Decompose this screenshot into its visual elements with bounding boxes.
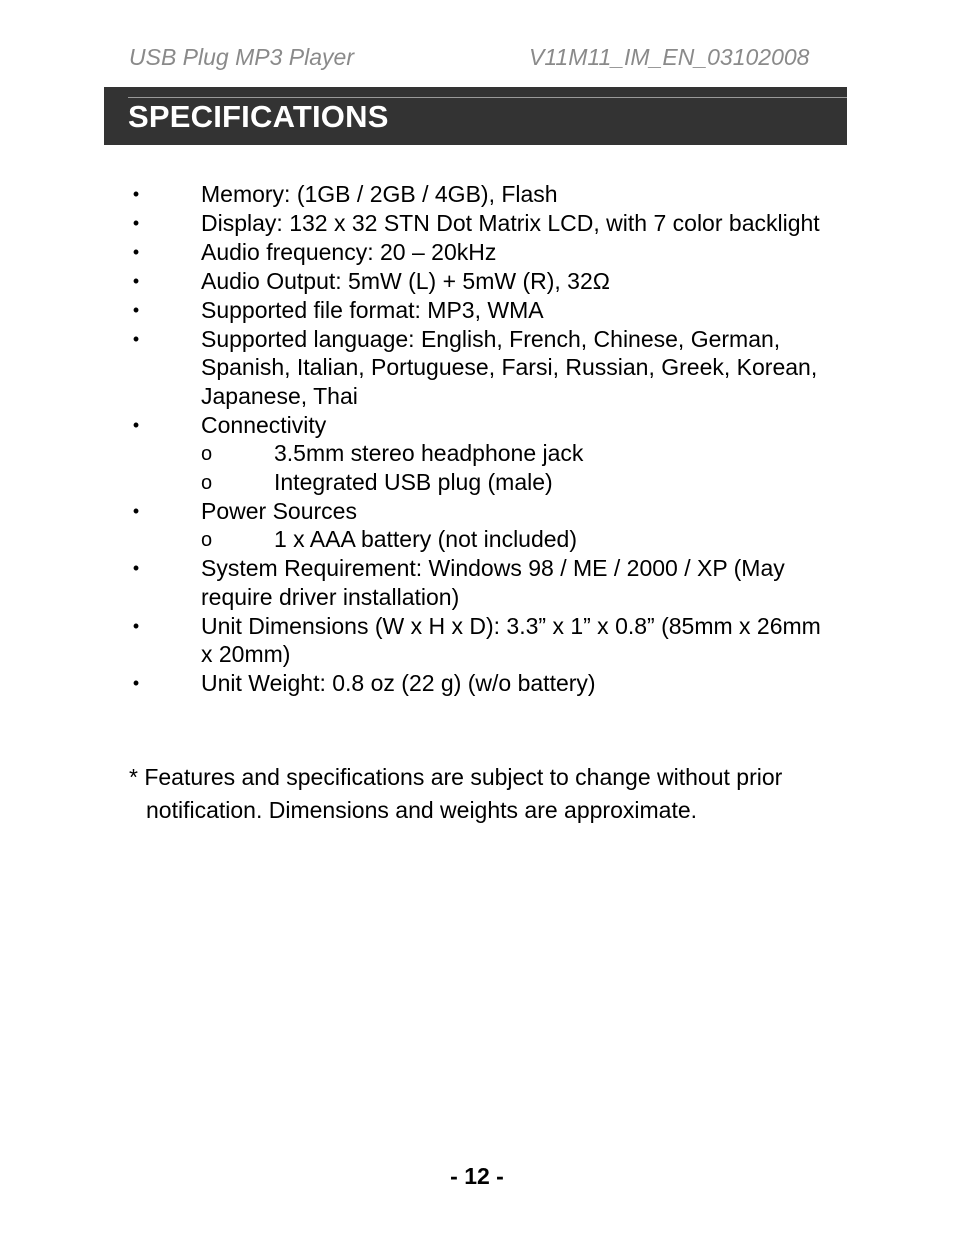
spec-item-weight (129, 669, 829, 698)
spec-item-language (129, 325, 829, 411)
title-divider (128, 97, 847, 98)
bullet-icon: • (132, 558, 140, 578)
footnote-line-2: notification. Dimensions and weights are approximate. (146, 797, 698, 823)
spec-text: Audio Output: 5mW (L) + 5mW (R), 32Ω (201, 267, 610, 294)
bullet-icon: • (132, 328, 140, 349)
spec-text: Power Sources (201, 497, 357, 524)
bullet-icon: • (132, 673, 140, 693)
spec-item-file-format (129, 296, 829, 325)
section-title-bar (104, 87, 847, 145)
circle-bullet-icon: o (201, 529, 213, 551)
spec-text: Unit Weight: 0.8 oz (22 g) (w/o battery) (201, 670, 596, 696)
spec-item-memory (129, 180, 829, 209)
document-code: V11M11_IM_EN_03102008 (529, 44, 810, 70)
spec-item-display (129, 209, 829, 238)
sub-item (201, 525, 829, 554)
spec-text: Memory: (1GB / 2GB / 4GB), Flash (201, 180, 558, 207)
spec-text: Unit Dimensions (W x H x D): 3.3” x 1” x 0.8” (85mm x 26mm x 20mm) (201, 612, 821, 667)
spec-text: System Requirement: Windows 98 / ME / 2000 / XP (May require driver installation) (201, 555, 785, 610)
document-title: USB Plug MP3 Player (129, 44, 354, 70)
spec-text: Connectivity (201, 411, 327, 438)
footnote-line-1: * Features and specifications are subject to change without prior (129, 764, 783, 790)
spec-text: Supported language: English, French, Chinese, German, Spanish, Italian, Portuguese, Farsi, Russian, Greek, Korean, Japanese, Thai (201, 325, 818, 409)
spec-text: Display: 132 x 32 STN Dot Matrix LCD, with 7 color backlight (201, 209, 820, 236)
circle-bullet-icon: o (201, 443, 213, 465)
bullet-icon: • (132, 270, 140, 291)
spec-item-audio-frequency (129, 238, 829, 267)
sub-item (201, 468, 829, 497)
bullet-icon: • (132, 212, 140, 233)
sub-item (201, 439, 829, 468)
bullet-icon: • (132, 183, 140, 204)
bullet-icon: • (132, 615, 140, 636)
sub-item-text: 1 x AAA battery (not included) (274, 526, 578, 552)
section-title: SPECIFICATIONS (128, 99, 389, 134)
spec-text: Audio frequency: 20 – 20kHz (201, 238, 497, 265)
page-number: - 12 - (450, 1163, 504, 1189)
connectivity-sub-list (201, 439, 829, 496)
bullet-icon: • (132, 414, 140, 435)
spec-item-power-sources (129, 497, 829, 554)
footnote (129, 761, 849, 827)
specifications-list (129, 179, 829, 698)
circle-bullet-icon: o (201, 471, 213, 494)
spec-item-dimensions (129, 612, 829, 669)
spec-item-audio-output (129, 267, 829, 296)
sub-item-text: Integrated USB plug (male) (274, 468, 553, 495)
spec-item-system-requirement (129, 554, 829, 611)
bullet-icon: • (132, 241, 140, 262)
bullet-icon: • (132, 500, 140, 521)
spec-item-connectivity (129, 411, 829, 497)
bullet-icon: • (132, 299, 140, 320)
power-sources-sub-list (201, 525, 829, 554)
sub-item-text: 3.5mm stereo headphone jack (274, 440, 584, 466)
spec-text: Supported file format: MP3, WMA (201, 296, 544, 323)
